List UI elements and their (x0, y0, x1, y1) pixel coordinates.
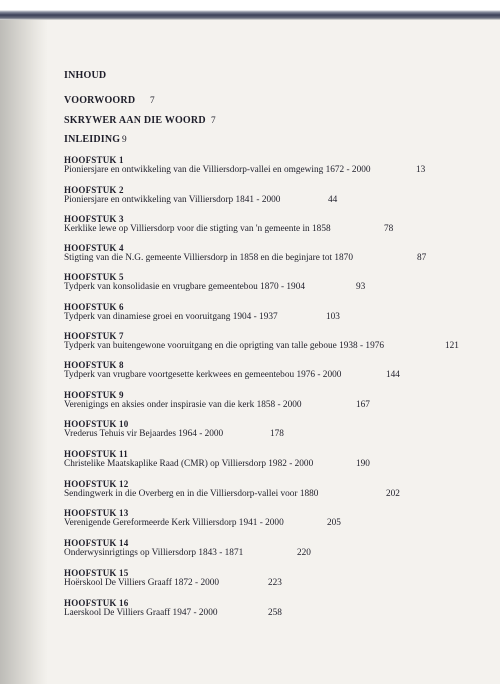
chapter-heading: HOOFSTUK 9 (64, 390, 124, 400)
toc-page-number: 7 (211, 116, 216, 126)
toc-page-number: 78 (384, 224, 394, 234)
chapter-heading: HOOFSTUK 11 (64, 449, 128, 459)
chapter-heading: HOOFSTUK 2 (64, 185, 124, 195)
chapter-title[interactable]: Christelike Maatskaplike Raad (CMR) op Villiersdorp 1982 - 2000 (64, 459, 314, 469)
chapter-heading: HOOFSTUK 8 (64, 360, 124, 370)
chapter-title[interactable]: Laerskool De Villiers Graaff 1947 - 2000 (64, 608, 218, 618)
toc-voorwoord[interactable] (64, 95, 135, 107)
chapter-heading: HOOFSTUK 6 (64, 302, 124, 312)
chapter-title[interactable]: Pioniersjare en ontwikkeling van Villiersdorp 1841 - 2000 (64, 195, 281, 205)
chapter-title[interactable]: Stigting van die N.G. gemeente Villiersdorp in 1858 en die beginjare tot 1870 (64, 253, 353, 263)
chapter-heading: HOOFSTUK 12 (64, 479, 129, 489)
chapter-heading: HOOFSTUK 1 (64, 155, 124, 165)
chapter-title[interactable]: Hoërskool De Villiers Graaff 1872 - 2000 (64, 578, 220, 588)
chapter-heading: HOOFSTUK 5 (64, 272, 124, 282)
book-spine-shadow (0, 20, 48, 684)
toc-page-number: 205 (327, 518, 341, 528)
toc-page-number: 223 (268, 578, 282, 588)
toc-page-number: 178 (270, 429, 284, 439)
chapter-title[interactable]: Vrederus Tehuis vir Bejaardes 1964 - 2000 (64, 429, 224, 439)
toc-entry-label: SKRYWER AAN DIE WOORD (64, 115, 206, 126)
chapter-title[interactable]: Tydperk van konsolidasie en vrugbare gemeentebou 1870 - 1904 (64, 282, 306, 292)
toc-page-number: 144 (386, 370, 400, 380)
chapter-heading: HOOFSTUK 13 (64, 508, 129, 518)
chapter-title[interactable]: Tydperk van vrugbare voortgesette kerkwees en gemeentebou 1976 - 2000 (64, 370, 342, 380)
toc-page-number: 93 (356, 282, 366, 292)
chapter-title[interactable]: Kerklike lewe op Villiersdorp voor die stigting van 'n gemeente in 1858 (64, 224, 331, 234)
chapter-title[interactable]: Sendingwerk in die Overberg en in die Villiersdorp-vallei voor 1880 (64, 489, 319, 499)
toc-page-number: 202 (386, 489, 400, 499)
toc-page-number: 7 (150, 96, 155, 106)
toc-page-number: 9 (122, 135, 127, 145)
toc-page-number: 13 (416, 165, 426, 175)
chapter-heading: HOOFSTUK 10 (64, 419, 129, 429)
chapter-title[interactable]: Tydperk van buitengewone vooruitgang en die oprigting van talle geboue 1938 - 1976 (64, 341, 385, 351)
chapter-title[interactable]: Tydperk van dinamiese groei en vooruitgang 1904 - 1937 (64, 312, 278, 322)
chapter-heading: HOOFSTUK 14 (64, 538, 129, 548)
toc-title: INHOUD (64, 70, 107, 81)
toc-skrywer[interactable] (64, 115, 206, 127)
toc-page-number: 103 (326, 312, 340, 322)
toc-page-number: 167 (356, 400, 370, 410)
chapter-heading: HOOFSTUK 16 (64, 598, 129, 608)
toc-page-number: 44 (328, 195, 338, 205)
toc-page-number: 190 (356, 459, 370, 469)
toc-inleiding[interactable] (64, 134, 120, 146)
toc-page (64, 0, 494, 684)
chapter-heading: HOOFSTUK 15 (64, 568, 129, 578)
toc-entry-label: VOORWOORD (64, 95, 136, 106)
chapter-title[interactable]: Pioniersjare en ontwikkeling van die Villiersdorp-vallei en omgewing 1672 - 2000 (64, 165, 371, 175)
toc-page-number: 121 (445, 341, 459, 351)
chapter-heading: HOOFSTUK 3 (64, 214, 124, 224)
chapter-title[interactable]: Verenigende Gereformeerde Kerk Villiersdorp 1941 - 2000 (64, 518, 284, 528)
chapter-title[interactable]: Onderwysinrigtings op Villiersdorp 1843 - 1871 (64, 548, 244, 558)
toc-page-number: 258 (268, 608, 282, 618)
toc-page-number: 87 (417, 253, 427, 263)
chapter-heading: HOOFSTUK 7 (64, 331, 124, 341)
chapter-title[interactable]: Verenigings en aksies onder inspirasie van die kerk 1858 - 2000 (64, 400, 302, 410)
toc-page-number: 220 (297, 548, 311, 558)
chapter-heading: HOOFSTUK 4 (64, 243, 124, 253)
toc-entry-label: INLEIDING (64, 134, 121, 145)
